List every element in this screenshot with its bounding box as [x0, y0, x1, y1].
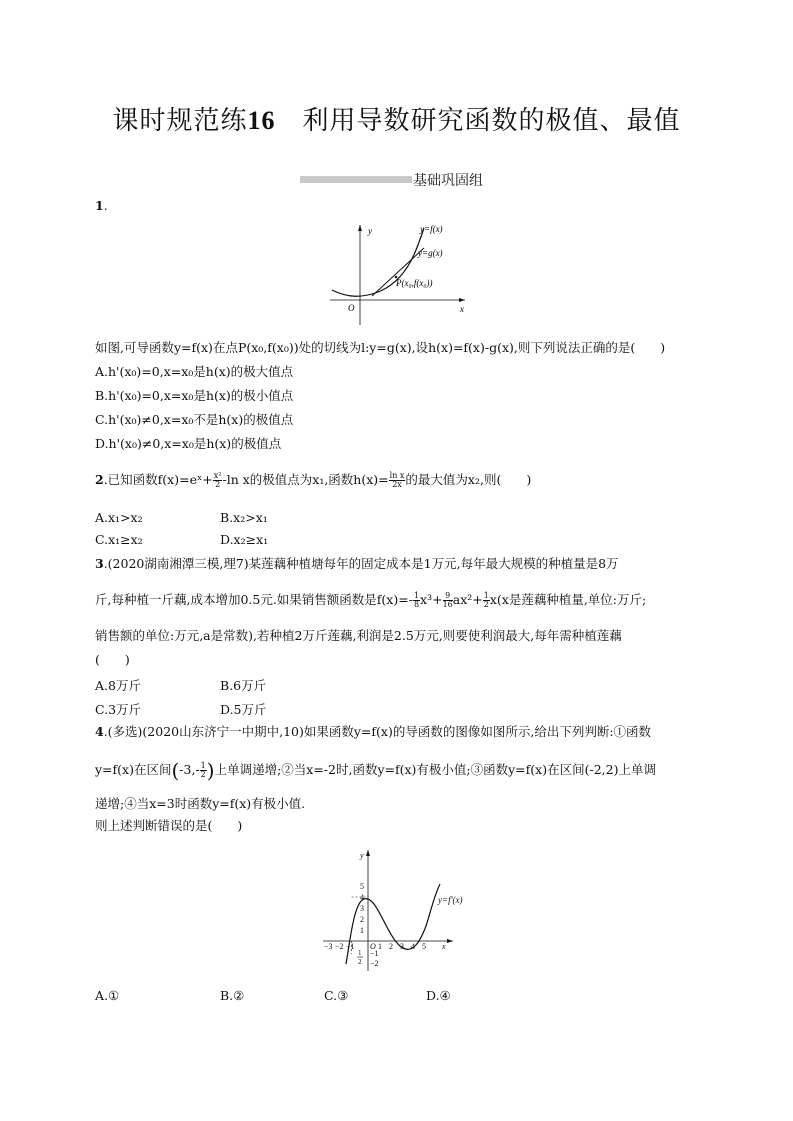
q4-curve-label: y=f′(x): [438, 895, 463, 905]
q4-xtick-4: 4: [411, 942, 415, 951]
q4-origin: O: [370, 942, 376, 951]
q4-interval-frac: [200, 762, 207, 779]
q1-stem: 如图,可导函数y=f(x)在点P(x₀,f(x₀))处的切线为l:y=g(x),设h(x)=f(x)-g(x),则下列说法正确的是( ): [95, 340, 666, 355]
title-main: 利用导数研究函数的极值、最值: [302, 106, 681, 136]
q4-interval-frac-bottom: 2: [200, 770, 206, 779]
q3-option-b[interactable]: B.6万斤: [220, 678, 267, 693]
q3-frac2: [443, 592, 453, 609]
q1-y-label: y: [368, 226, 372, 236]
q1-number: 1.: [95, 198, 108, 213]
q2-frac2: [389, 472, 406, 489]
q1-option-d[interactable]: D.h'(x₀)≠0,x=x₀是h(x)的极值点: [95, 436, 282, 451]
q4-ytick-m2: −2: [370, 959, 379, 968]
q3-number: 3: [95, 556, 104, 571]
q3-line2-d: x(x是莲藕种植量,单位:万斤;: [489, 592, 647, 607]
q2-stem: [95, 472, 531, 489]
q4-line2-b: 上单调递增;②当x=-2时,函数y=f(x)有极小值;③函数y=f(x)在区间(-2,2)上单调: [214, 762, 656, 777]
q4-half-top: 1: [358, 949, 362, 957]
q4-paren-right: ): [206, 758, 215, 783]
q2-option-d[interactable]: D.x₂≥x₁: [220, 532, 269, 547]
q3-frac2-top: 9: [443, 592, 453, 601]
q3-line2: [95, 592, 646, 609]
q3-frac3-bottom: 2: [483, 600, 489, 609]
q3-line1: [95, 556, 619, 572]
q1-label-f: y=f(x): [420, 224, 443, 234]
title-number: 16: [247, 106, 276, 135]
q4-xtick-5: 5: [422, 942, 426, 951]
title-prefix: 课时规范练: [112, 106, 248, 136]
q4-xtick-m2: −2: [335, 942, 344, 951]
q1-figure: [320, 220, 470, 330]
q2-frac1-top: x²: [213, 471, 222, 480]
q4-paren-left: (: [171, 758, 180, 783]
q4-x-label: x: [442, 942, 446, 951]
q4-interval: -3,-: [179, 762, 200, 777]
q4-y-label: y: [360, 851, 364, 860]
q2-stem-a: .已知函数f(x)=eˣ+: [103, 472, 213, 487]
q3-line4: ( ): [95, 652, 130, 667]
q3-frac1: [413, 592, 420, 609]
q4-interval-frac-top: 1: [200, 761, 206, 770]
q3-line3: 销售额的单位:万元,a是常数),若种植2万斤莲藕,利润是2.5万元,则要使利润最大,每年需种植莲藕: [95, 628, 622, 643]
q3-frac1-top: 1: [413, 591, 420, 600]
q3-option-d[interactable]: D.5万斤: [220, 702, 267, 717]
q2-option-a[interactable]: A.x₁>x₂: [95, 510, 143, 525]
q4-line2-a: y=f(x)在区间: [95, 762, 172, 777]
q4-ytick-4: 4: [360, 893, 364, 902]
q4-number: 4: [95, 724, 104, 739]
q4-option-a[interactable]: A.①: [95, 988, 120, 1003]
q4-xtick-2: 2: [389, 942, 393, 951]
q1-number-text: 1: [95, 198, 104, 213]
q4-ytick-1: 1: [360, 926, 364, 935]
q2-option-c[interactable]: C.x₁≥x₂: [95, 532, 143, 547]
q4-ytick-2: 2: [360, 915, 364, 924]
section-label: 基础巩固组: [413, 173, 483, 189]
q1-label-p: P(x₀,f(x₀)): [396, 278, 433, 288]
q2-frac1-bottom: 2: [215, 480, 221, 489]
q4-line1: [95, 724, 651, 740]
q4-xtick-3: 3: [400, 942, 404, 951]
q4-ytick-m1: −1: [370, 949, 379, 958]
q1-tangent-g: [372, 248, 424, 296]
q4-xtick-m1: −1: [346, 942, 355, 951]
q1-x-label: x: [460, 304, 464, 314]
q4-figure: [318, 846, 478, 976]
q3-line1-text: .(2020湖南湘潭三模,理7)某莲藕种植塘每年的固定成本是1万元,每年最大规模的种植量是8万: [103, 556, 619, 571]
q4-line4: 则上述判断错误的是( ): [95, 818, 243, 833]
section-bar: [300, 176, 412, 183]
q4-xtick-m3: −3: [324, 942, 333, 951]
page-title: [0, 100, 793, 137]
q1-option-c[interactable]: C.h'(x₀)≠0,x=x₀不是h(x)的极值点: [95, 412, 294, 427]
q4-option-d[interactable]: D.④: [426, 988, 451, 1003]
q1-origin: O: [348, 303, 355, 313]
q4-option-b[interactable]: B.②: [220, 988, 245, 1003]
q2-option-b[interactable]: B.x₂>x₁: [220, 510, 268, 525]
q3-line2-c: ax²+: [452, 592, 483, 607]
q3-option-a[interactable]: A.8万斤: [95, 678, 141, 693]
q3-frac1-bottom: 8: [413, 600, 420, 609]
q2-stem-c: 的最大值为x₂,则( ): [405, 472, 532, 487]
q3-frac3-top: 1: [483, 591, 489, 600]
q1-option-b[interactable]: B.h'(x₀)=0,x=x₀是h(x)的极小值点: [95, 388, 294, 403]
q2-frac1: [213, 472, 223, 489]
q3-line2-b: x³+: [420, 592, 443, 607]
q3-option-c[interactable]: C.3万斤: [95, 702, 142, 717]
q2-frac2-top: ln x: [389, 471, 405, 480]
q1-label-g: y=g(x): [418, 248, 443, 258]
q4-option-c[interactable]: C.③: [324, 988, 349, 1003]
q3-frac2-bottom: 16: [442, 600, 453, 609]
q1-option-a[interactable]: A.h'(x₀)=0,x=x₀是h(x)的极大值点: [95, 364, 294, 379]
q2-frac2-bottom: 2x: [392, 480, 402, 489]
q2-stem-b: -ln x的极值点为x₁,函数h(x)=: [222, 472, 389, 487]
q4-ytick-3: 3: [360, 904, 364, 913]
q3-line2-a: 斤,每种植一斤藕,成本增加0.5元.如果销售额函数是f(x)=-: [95, 592, 413, 607]
q4-xtick-1: 1: [378, 942, 382, 951]
q4-ytick-5: 5: [360, 882, 364, 891]
q4-half-bottom: 2: [358, 958, 362, 966]
q2-number: 2: [95, 472, 104, 487]
q4-line3: 递增;④当x=3时函数y=f(x)有极小值.: [95, 796, 306, 811]
q3-frac3: [483, 592, 490, 609]
q4-line1-text: .(多选)(2020山东济宁一中期中,10)如果函数y=f(x)的导函数的图像如图所示,给出下列判断:①函数: [103, 724, 652, 739]
q4-line2: [95, 758, 656, 783]
